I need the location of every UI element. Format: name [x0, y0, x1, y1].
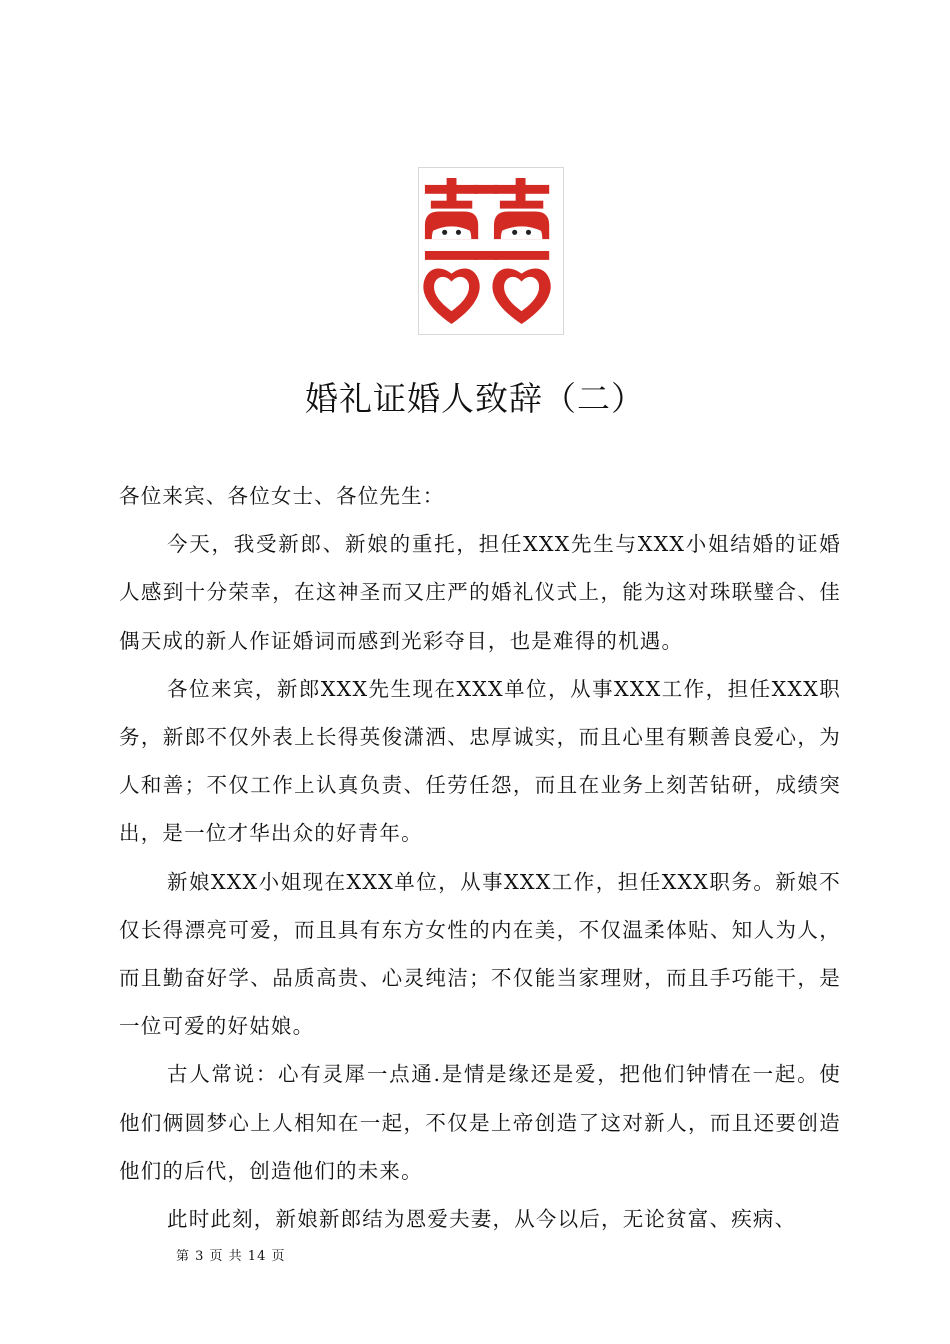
double-happiness-icon: [419, 168, 563, 334]
paragraph: 各位来宾，新郎XXX先生现在XXX单位，从事XXX工作，担任XXX职务，新郎不仅外表上长得英俊潇洒、忠厚诚实，而且心里有颗善良爱心，为人和善；不仅工作上认真负责、任劳任怨，而且在业务上刻苦钻研，成绩突出，是一位才华出众的好青年。: [119, 676, 841, 846]
page-footer: 第 3 页 共 14 页: [176, 1249, 286, 1264]
document-title: 婚礼证婚人致辞（二）: [305, 379, 645, 418]
paragraph: 新娘XXX小姐现在XXX单位，从事XXX工作，担任XXX职务。新娘不仅长得漂亮可爱，而且具有东方女性的内在美，不仅温柔体贴、知人为人，而且勤奋好学、品质高贵、心灵纯洁；不仅能当家理财，而且手巧能干，是一位可爱的好姑娘。: [119, 869, 841, 1039]
paragraph: 古人常说：心有灵犀一点通.是情是缘还是爱，把他们钟情在一起。使他们俩圆梦心上人相知在一起，不仅是上帝创造了这对新人，而且还要创造他们的后代，创造他们的未来。: [119, 1062, 841, 1183]
paragraph: 今天，我受新郎、新娘的重托，担任XXX先生与XXX小姐结婚的证婚人感到十分荣幸，在这神圣而又庄严的婚礼仪式上，能为这对珠联璧合、佳偶天成的新人作证婚词而感到光彩夺目，也是难得的机遇。: [119, 532, 841, 653]
document-body: [119, 472, 841, 1243]
paragraph: 此时此刻，新娘新郎结为恩爱夫妻，从今以后，无论贫富、疾病、: [167, 1207, 797, 1232]
double-happiness-emblem: [418, 167, 564, 335]
salutation: 各位来宾、各位女士、各位先生：: [119, 484, 445, 508]
